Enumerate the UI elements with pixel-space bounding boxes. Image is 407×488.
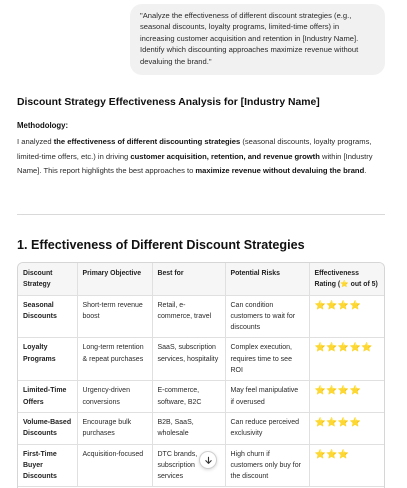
methodology-text-3: within [Industry Name]. This report highlights the best approaches to — [17, 151, 373, 175]
star-rating-icon: ⭐⭐⭐⭐⭐ — [314, 342, 374, 353]
arrow-down-icon — [204, 456, 213, 465]
cell-objective: Acquisition-focused — [77, 444, 152, 487]
header-objective: Primary Objective — [77, 263, 152, 295]
cell-best-for: SaaS, subscription services, hospitality — [152, 338, 225, 381]
cell-rating — [309, 295, 385, 338]
header-risks: Potential Risks — [225, 263, 309, 295]
cell-risks: Can condition customers to wait for discounts — [225, 295, 309, 338]
table-row — [18, 412, 385, 444]
methodology-heading: Methodology: — [17, 121, 69, 130]
user-prompt-bubble — [130, 4, 385, 75]
section-divider — [17, 214, 385, 215]
table-row — [18, 295, 385, 338]
cell-strategy: First-Time Buyer Discounts — [18, 444, 77, 487]
response-title: Discount Strategy Effectiveness Analysis for [Industry Name] — [17, 97, 320, 108]
cell-best-for: DTC brands, subscription services — [152, 444, 225, 487]
cell-risks: Complex execution, requires time to see ROI — [225, 338, 309, 381]
methodology-bold-3: maximize revenue without devaluing the brand — [195, 166, 365, 175]
methodology-text-4: . — [364, 166, 367, 175]
user-prompt-text: "Analyze the effectiveness of different discount strategies (e.g., seasonal discounts, loyalty programs, limited-time offers) in increasing customer acquisition and retention in [Industry Name]. Identify which discounting approaches maximize revenue without devaluing the brand." — [140, 11, 359, 66]
star-rating-icon: ⭐⭐⭐ — [314, 448, 350, 459]
star-rating-icon: ⭐⭐⭐⭐ — [314, 416, 362, 427]
cell-objective: Urgency-driven conversions — [77, 381, 152, 413]
methodology-paragraph — [17, 135, 389, 179]
methodology-text-1: I analyzed — [17, 137, 54, 146]
cell-strategy: Loyalty Programs — [18, 338, 77, 381]
star-rating-icon: ⭐⭐⭐⭐ — [314, 299, 362, 310]
table-row — [18, 338, 385, 381]
methodology-bold-1: the effectiveness of different discounting strategies — [53, 137, 241, 146]
cell-objective: Short-term revenue boost — [77, 295, 152, 338]
methodology-text-2: (seasonal discounts, loyalty programs, limited-time offers, etc.) in driving — [17, 137, 372, 161]
header-rating: Effectiveness Rating (⭐ out of 5) — [309, 263, 385, 295]
cell-best-for: Retail, e-commerce, travel — [152, 295, 225, 338]
cell-rating — [309, 444, 385, 487]
scroll-to-bottom-button[interactable] — [199, 451, 217, 469]
cell-objective: Encourage bulk purchases — [77, 412, 152, 444]
cell-objective: Long-term retention & repeat purchases — [77, 338, 152, 381]
section-heading: 1. Effectiveness of Different Discount Strategies — [17, 238, 305, 252]
star-rating-icon: ⭐⭐⭐⭐ — [314, 385, 362, 396]
cell-risks: May feel manipulative if overused — [225, 381, 309, 413]
cell-rating — [309, 381, 385, 413]
cell-strategy: Seasonal Discounts — [18, 295, 77, 338]
table-header-row — [18, 263, 385, 295]
cell-best-for: E-commerce, software, B2C — [152, 381, 225, 413]
cell-best-for: B2B, SaaS, wholesale — [152, 412, 225, 444]
header-best-for: Best for — [152, 263, 225, 295]
cell-strategy: Volume-Based Discounts — [18, 412, 77, 444]
table-row — [18, 381, 385, 413]
cell-strategy: Limited-Time Offers — [18, 381, 77, 413]
cell-risks: High churn if customers only buy for the discount — [225, 444, 309, 487]
methodology-bold-2: customer acquisition, retention, and revenue growth — [130, 151, 320, 161]
cell-rating — [309, 412, 385, 444]
cell-risks: Can reduce perceived exclusivity — [225, 412, 309, 444]
cell-rating — [309, 338, 385, 381]
header-strategy: Discount Strategy — [18, 263, 77, 295]
